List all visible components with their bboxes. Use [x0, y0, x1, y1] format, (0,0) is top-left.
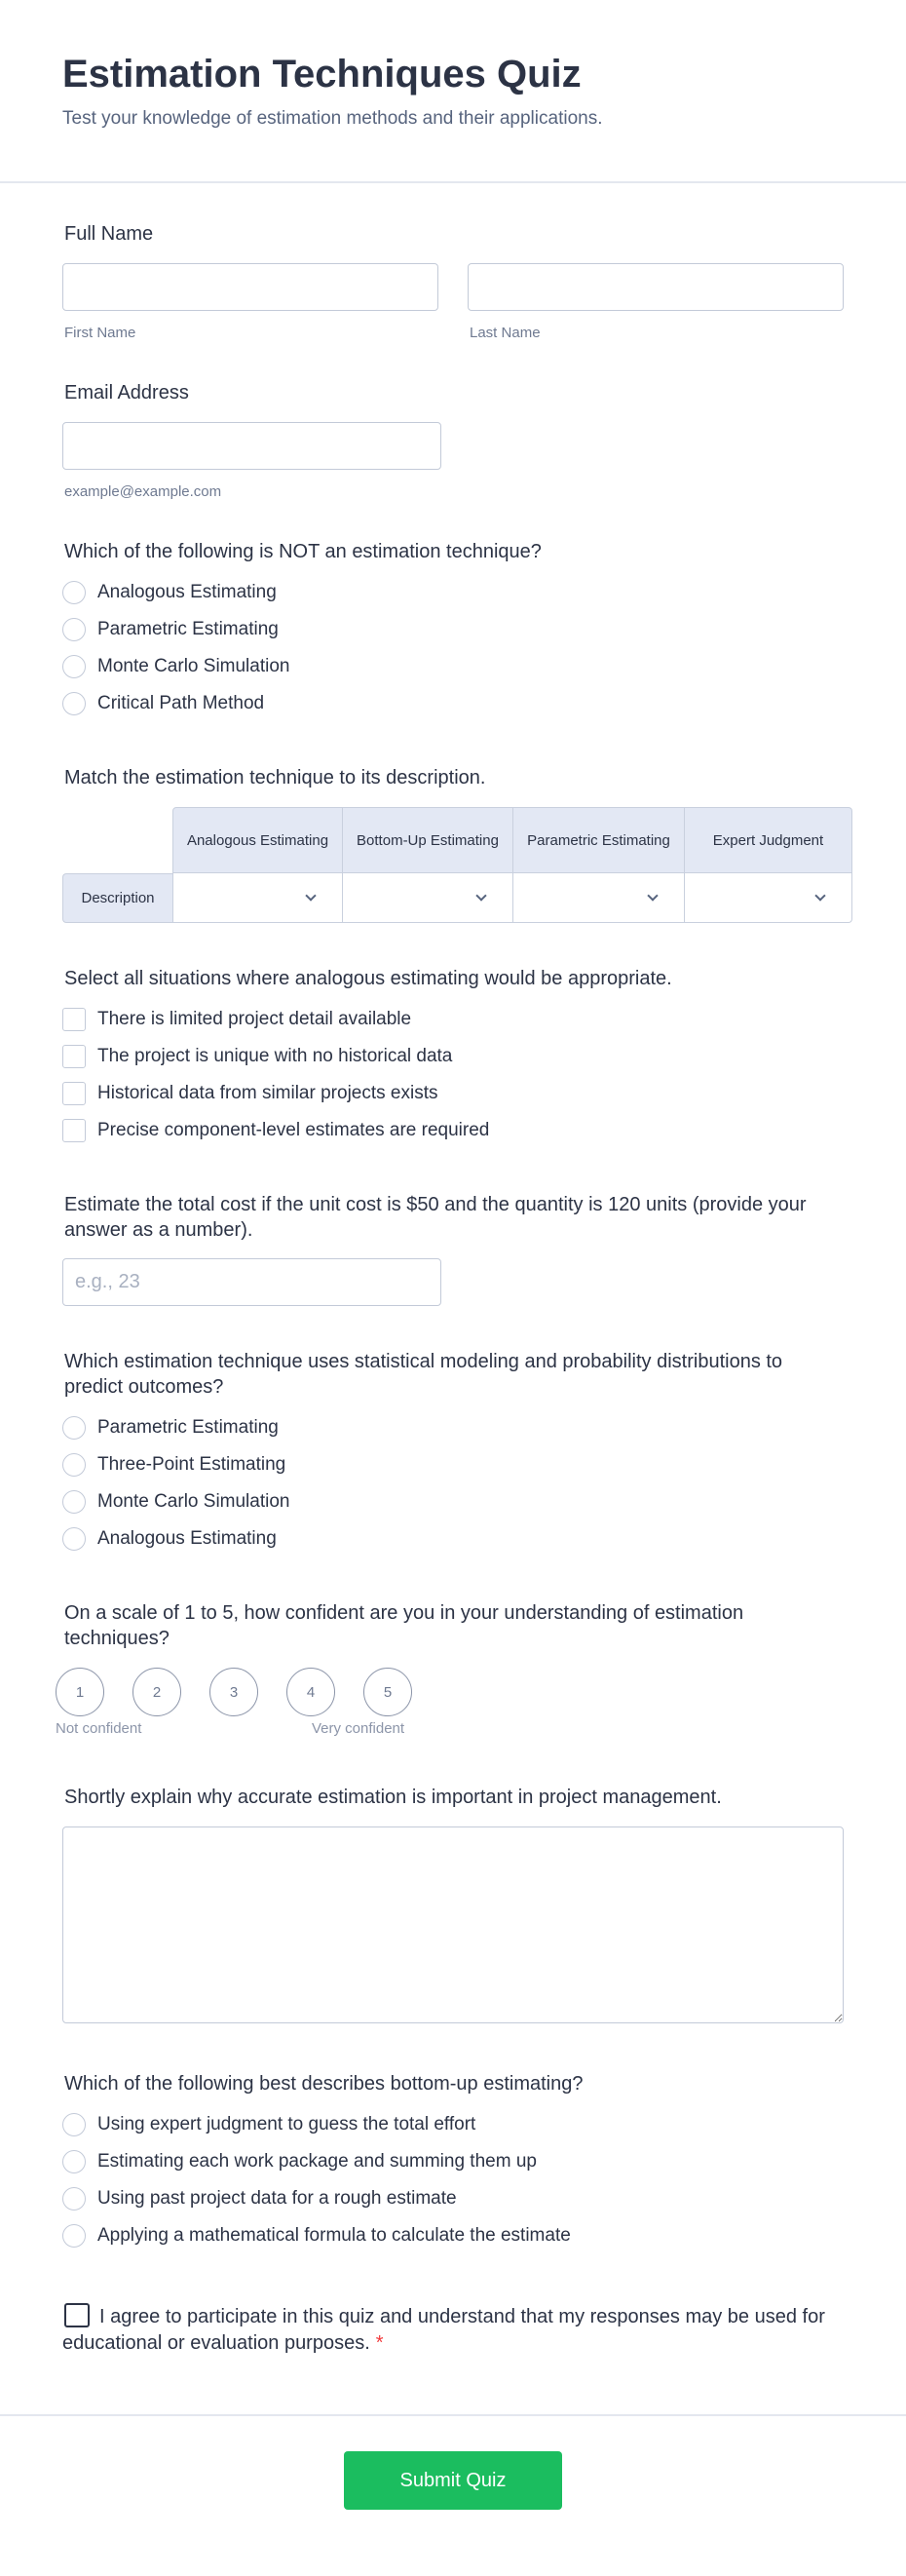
option-label: The project is unique with no historical data — [97, 1046, 453, 1066]
checkbox-option[interactable] — [62, 1001, 844, 1038]
matrix-corner — [62, 807, 172, 873]
checkbox-option[interactable] — [62, 1112, 844, 1149]
checkbox[interactable] — [62, 1045, 86, 1068]
question-explain-importance — [62, 1785, 844, 2028]
radio-option[interactable] — [62, 2217, 844, 2254]
option-label: Applying a mathematical formula to calculate the estimate — [97, 2225, 571, 2246]
question-confidence-scale — [56, 1600, 844, 1742]
option-label: Historical data from similar projects exists — [97, 1083, 438, 1103]
radio-option[interactable] — [62, 1409, 844, 1446]
page-subtitle: Test your knowledge of estimation methods and their applications. — [62, 108, 603, 129]
radio-button[interactable] — [62, 581, 86, 604]
scale-high-label: Very confident — [312, 1720, 405, 1737]
page-title: Estimation Techniques Quiz — [62, 53, 582, 96]
matrix-column-header: Expert Judgment — [685, 807, 852, 873]
radio-button[interactable] — [62, 2187, 86, 2211]
question-label: Select all situations where analogous estimating would be appropriate. — [64, 968, 672, 989]
option-label: Analogous Estimating — [97, 1528, 277, 1549]
radio-option[interactable] — [62, 574, 844, 611]
rating-scale — [56, 1668, 844, 1716]
radio-option[interactable] — [62, 2106, 844, 2143]
radio-option[interactable] — [62, 2143, 844, 2180]
radio-button[interactable] — [62, 1416, 86, 1440]
scale-option-1[interactable]: 1 — [56, 1668, 104, 1716]
radio-option[interactable] — [62, 648, 844, 685]
email-field — [62, 380, 844, 501]
consent-label[interactable] — [62, 2303, 844, 2357]
email-sublabel: example@example.com — [64, 483, 222, 500]
chevron-down-icon — [647, 890, 658, 901]
checkbox[interactable] — [62, 1082, 86, 1105]
question-label: On a scale of 1 to 5, how confident are you in your understanding of estimation techniques? — [64, 1602, 744, 1649]
explanation-textarea[interactable] — [62, 1826, 844, 2023]
option-label: Using expert judgment to guess the total effort — [97, 2114, 476, 2134]
form-header — [0, 0, 906, 183]
question-label: Which of the following best describes bottom-up estimating? — [64, 2073, 584, 2095]
radio-button[interactable] — [62, 2224, 86, 2248]
form-footer — [0, 2414, 906, 2556]
radio-button[interactable] — [62, 692, 86, 715]
question-statistical-technique — [62, 1349, 844, 1557]
checkbox[interactable] — [62, 1008, 86, 1031]
submit-quiz-button[interactable]: Submit Quiz — [344, 2451, 562, 2510]
radio-option[interactable] — [62, 1483, 844, 1520]
option-label: Parametric Estimating — [97, 1417, 279, 1438]
matrix-dropdown-expert-judgment[interactable] — [685, 873, 852, 923]
question-label: Which estimation technique uses statistical modeling and probability distributions to predict outcomes? — [64, 1351, 783, 1398]
option-label: There is limited project detail available — [97, 1009, 412, 1029]
matrix-column-header: Bottom-Up Estimating — [343, 807, 513, 873]
question-label: Estimate the total cost if the unit cost is $50 and the quantity is 120 units (provide your answer as a number). — [64, 1194, 807, 1241]
question-total-cost — [62, 1192, 844, 1306]
option-label: Analogous Estimating — [97, 582, 277, 602]
chevron-down-icon — [814, 890, 825, 901]
email-input[interactable] — [62, 422, 441, 470]
consent-checkbox[interactable] — [64, 2303, 90, 2327]
matrix-dropdown-analogous[interactable] — [172, 873, 343, 923]
matching-table — [62, 807, 844, 923]
radio-button[interactable] — [62, 655, 86, 678]
scale-option-4[interactable]: 4 — [286, 1668, 335, 1716]
last-name-input[interactable] — [468, 263, 844, 311]
radio-option[interactable] — [62, 1446, 844, 1483]
full-name-label: Full Name — [64, 223, 154, 245]
matrix-row-header: Description — [62, 873, 172, 923]
scale-option-2[interactable]: 2 — [132, 1668, 181, 1716]
option-label: Critical Path Method — [97, 693, 265, 713]
chevron-down-icon — [305, 890, 316, 901]
question-analogous-situations — [62, 966, 844, 1149]
consent-field — [62, 2303, 844, 2357]
question-label: Shortly explain why accurate estimation is important in project management. — [64, 1787, 722, 1808]
option-label: Using past project data for a rough estimate — [97, 2188, 457, 2209]
option-label: Precise component-level estimates are required — [97, 1120, 490, 1140]
full-name-field — [62, 221, 844, 342]
matrix-column-header: Analogous Estimating — [172, 807, 343, 873]
radio-button[interactable] — [62, 2113, 86, 2136]
scale-option-5[interactable]: 5 — [363, 1668, 412, 1716]
matrix-column-header: Parametric Estimating — [513, 807, 685, 873]
quiz-form — [0, 221, 906, 2357]
radio-option[interactable] — [62, 611, 844, 648]
matrix-question — [62, 765, 844, 923]
email-label: Email Address — [64, 382, 189, 404]
radio-button[interactable] — [62, 1527, 86, 1551]
scale-low-label: Not confident — [56, 1720, 142, 1737]
first-name-input[interactable] — [62, 263, 438, 311]
matrix-dropdown-bottom-up[interactable] — [343, 873, 513, 923]
option-label: Three-Point Estimating — [97, 1454, 286, 1475]
matrix-dropdown-parametric[interactable] — [513, 873, 685, 923]
question-bottom-up — [62, 2071, 844, 2254]
radio-option[interactable] — [62, 685, 844, 722]
radio-button[interactable] — [62, 2150, 86, 2173]
radio-option[interactable] — [62, 2180, 844, 2217]
required-asterisk: * — [375, 2332, 384, 2354]
checkbox[interactable] — [62, 1119, 86, 1142]
option-label: Estimating each work package and summing them up — [97, 2151, 537, 2172]
option-label: Parametric Estimating — [97, 619, 279, 639]
radio-option[interactable] — [62, 1520, 844, 1557]
radio-button[interactable] — [62, 1453, 86, 1477]
consent-text: I agree to participate in this quiz and understand that my responses may be used for educational or evaluation purposes. — [62, 2306, 825, 2354]
scale-option-3[interactable]: 3 — [209, 1668, 258, 1716]
question-label: Which of the following is NOT an estimation technique? — [64, 541, 542, 562]
option-label: Monte Carlo Simulation — [97, 1491, 290, 1512]
radio-button[interactable] — [62, 618, 86, 641]
first-name-sublabel: First Name — [64, 325, 136, 341]
checkbox-option[interactable] — [62, 1075, 844, 1112]
chevron-down-icon — [475, 890, 486, 901]
checkbox-option[interactable] — [62, 1038, 844, 1075]
question-not-estimation-technique — [62, 539, 844, 722]
question-label: Match the estimation technique to its description. — [64, 767, 486, 788]
radio-button[interactable] — [62, 1490, 86, 1514]
option-label: Monte Carlo Simulation — [97, 656, 290, 676]
total-cost-input[interactable] — [62, 1258, 441, 1306]
last-name-sublabel: Last Name — [470, 325, 541, 341]
